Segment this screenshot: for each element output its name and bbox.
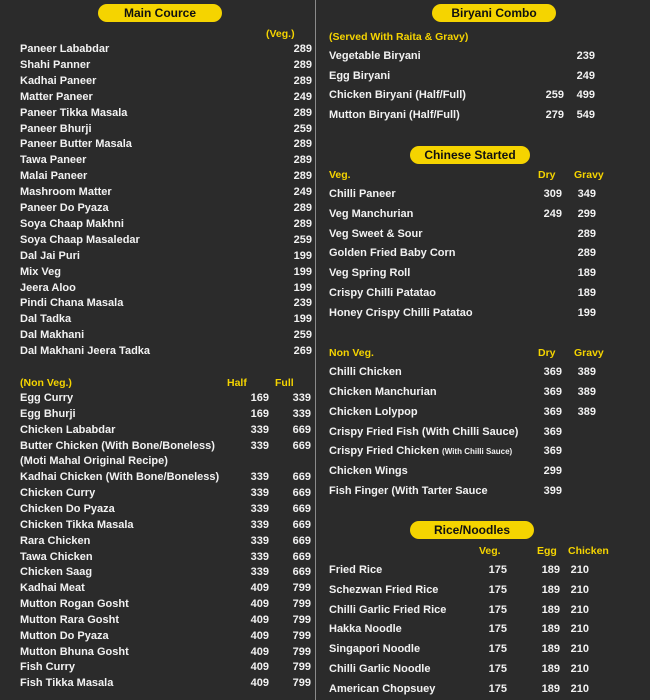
chinese-nonveg-item xyxy=(329,404,629,420)
veg-item xyxy=(20,200,310,216)
item-price-veg: 175 xyxy=(488,564,507,576)
nonveg-item xyxy=(20,659,310,675)
item-price-full: 799 xyxy=(292,582,311,595)
nonveg-item xyxy=(20,549,310,565)
item-price-gravy: 189 xyxy=(577,287,596,299)
biryani-title: Biryani Combo xyxy=(432,4,556,22)
item-name: Matter Paneer xyxy=(20,90,93,103)
veg-item xyxy=(20,168,310,184)
biryani-item xyxy=(329,87,629,103)
veg-item xyxy=(20,121,310,137)
nonveg-item xyxy=(20,438,310,454)
item-name: Jeera Aloo xyxy=(20,281,76,294)
item-price-full: 669 xyxy=(292,487,311,500)
chinese-veg-item xyxy=(329,245,629,261)
main-course-title: Main Cource xyxy=(98,4,222,22)
item-price-half: 409 xyxy=(250,629,269,642)
item-name: Rara Chicken xyxy=(20,534,91,547)
nonveg-item xyxy=(20,469,310,485)
item-name: Egg Curry xyxy=(20,392,74,404)
veg-item xyxy=(20,152,310,168)
nonveg-item xyxy=(20,675,310,691)
chinese-veg-item xyxy=(329,226,629,242)
biryani-item xyxy=(329,48,629,64)
item-name: Veg Sweet & Sour xyxy=(329,227,423,240)
chinese-nonveg-item xyxy=(329,364,629,380)
item-price-veg: 175 xyxy=(488,663,507,675)
chinese-veg-item xyxy=(329,186,629,202)
item-price-gravy: 389 xyxy=(577,366,596,378)
item-price-full: 669 xyxy=(292,439,311,452)
item-name: Chilli Garlic Noodle xyxy=(329,663,431,675)
veg-item xyxy=(20,295,310,311)
item-name: Fish Finger (With Tarter Sauce xyxy=(329,485,488,498)
chinese-nonveg-gravy-label: Gravy xyxy=(574,347,604,359)
veg-header: (Veg.) xyxy=(266,28,295,40)
item-price-chicken: 210 xyxy=(570,623,589,636)
item-price-gravy: 389 xyxy=(577,385,596,398)
item-name: Shahi Panner xyxy=(20,58,91,71)
item-price-half: 169 xyxy=(250,392,269,404)
item-price-veg: 175 xyxy=(488,583,507,596)
item-name: Chicken Lolypop xyxy=(329,405,418,418)
rice-item xyxy=(329,661,629,677)
chinese-nonveg-item xyxy=(329,443,629,459)
item-name: Chicken Saag xyxy=(20,566,93,579)
item-name: Fish Curry xyxy=(20,661,76,674)
item-name: Fish Tikka Masala xyxy=(20,677,114,690)
item-price-half: 339 xyxy=(250,423,269,436)
item-price-price: 199 xyxy=(293,265,312,278)
chinese-nonveg-item xyxy=(329,424,629,440)
item-price-price: 259 xyxy=(293,233,312,246)
item-name: Soya Chaap Masaledar xyxy=(20,233,140,246)
item-name: Chicken Biryani (Half/Full) xyxy=(329,89,466,102)
item-name: Mix Veg xyxy=(20,265,61,278)
rice-item xyxy=(329,582,629,598)
item-name: Egg Biryani xyxy=(329,69,391,82)
item-price-price: 289 xyxy=(293,154,312,167)
item-price-dry: 299 xyxy=(543,465,562,478)
rice-item xyxy=(329,681,629,697)
item-price-price: 249 xyxy=(293,186,312,199)
item-price-half: 409 xyxy=(250,613,269,626)
item-price-chicken: 210 xyxy=(570,564,589,576)
item-price-full: 249 xyxy=(576,69,595,82)
item-price-full: 669 xyxy=(292,423,311,436)
item-name: Dal Tadka xyxy=(20,313,72,326)
item-name: Mutton Do Pyaza xyxy=(20,629,109,642)
item-name: Soya Chaap Makhni xyxy=(20,217,124,230)
item-price-chicken: 210 xyxy=(570,663,589,675)
item-name: Chilli Chicken xyxy=(329,366,402,378)
item-name: Veg Spring Roll xyxy=(329,267,411,280)
item-price-half: 339 xyxy=(250,518,269,531)
item-price-full: 549 xyxy=(576,109,595,122)
item-price-full: 799 xyxy=(292,598,311,611)
item-name: Dal Makhani Jeera Tadka xyxy=(20,345,151,358)
item-price-half: 169 xyxy=(250,407,269,420)
chinese-veg-item xyxy=(329,305,629,321)
item-name: Crispy Fried Chicken (With Chilli Sauce) xyxy=(329,445,513,458)
item-price-price: 199 xyxy=(293,281,312,294)
veg-item xyxy=(20,327,310,343)
rice-chicken-label: Chicken xyxy=(568,545,609,557)
item-name: Paneer Lababdar xyxy=(20,43,110,55)
item-note: (With Chilli Sauce) xyxy=(442,447,513,457)
item-price-full: 799 xyxy=(292,645,311,658)
item-name: Mutton Biryani (Half/Full) xyxy=(329,109,460,122)
chinese-veg-item xyxy=(329,285,629,301)
item-price-gravy: 299 xyxy=(577,207,596,220)
item-price-dry: 369 xyxy=(543,385,562,398)
item-name: Mutton Rara Gosht xyxy=(20,613,119,626)
item-name: Tawa Paneer xyxy=(20,154,87,167)
nonveg-item xyxy=(20,644,310,660)
chinese-nonveg-item xyxy=(329,463,629,479)
rice-item xyxy=(329,641,629,657)
item-price-half: 339 xyxy=(250,566,269,579)
item-name: Kadhai Meat xyxy=(20,582,85,595)
item-price-half: 409 xyxy=(250,645,269,658)
item-price-veg: 175 xyxy=(488,682,507,695)
item-name: American Chopsuey xyxy=(329,682,436,695)
item-name: Paneer Tikka Masala xyxy=(20,106,128,119)
item-price-price: 289 xyxy=(293,217,312,230)
veg-item xyxy=(20,264,310,280)
item-price-gravy: 289 xyxy=(577,227,596,240)
item-price-egg: 189 xyxy=(541,643,560,656)
item-price-price: 239 xyxy=(293,297,312,310)
item-price-half: 259 xyxy=(545,89,564,102)
item-price-half: 339 xyxy=(250,487,269,500)
item-price-price: 249 xyxy=(293,90,312,103)
item-price-full: 669 xyxy=(292,550,311,563)
nonveg-item xyxy=(20,406,310,422)
chinese-nonveg-item xyxy=(329,384,629,400)
item-name: Chicken Do Pyaza xyxy=(20,502,115,515)
item-name: Chicken Tikka Masala xyxy=(20,518,134,531)
item-price-full: 669 xyxy=(292,534,311,547)
item-price-full: 669 xyxy=(292,518,311,531)
rice-title: Rice/Noodles xyxy=(410,521,534,539)
item-price-price: 199 xyxy=(293,313,312,326)
rice-item xyxy=(329,562,629,578)
item-price-egg: 189 xyxy=(541,564,560,576)
rice-egg-label: Egg xyxy=(537,545,557,557)
biryani-item xyxy=(329,68,629,84)
nonveg-item xyxy=(20,517,310,533)
item-price-half: 279 xyxy=(545,109,564,122)
veg-item xyxy=(20,41,310,57)
nonveg-item xyxy=(20,390,310,406)
item-name: Vegetable Biryani xyxy=(329,50,421,62)
item-price-dry: 369 xyxy=(543,366,562,378)
nonveg-item xyxy=(20,628,310,644)
item-price-half: 339 xyxy=(250,534,269,547)
item-price-egg: 189 xyxy=(541,663,560,675)
item-name: Paneer Bhurji xyxy=(20,122,92,135)
item-price-dry: 369 xyxy=(543,405,562,418)
veg-item xyxy=(20,343,310,359)
item-price-full: 339 xyxy=(292,392,311,404)
half-label: Half xyxy=(227,377,247,389)
nonveg-item xyxy=(20,580,310,596)
item-price-gravy: 189 xyxy=(577,267,596,280)
item-price-egg: 189 xyxy=(541,583,560,596)
veg-item xyxy=(20,311,310,327)
item-price-dry: 369 xyxy=(543,445,562,458)
item-price-full: 239 xyxy=(576,50,595,62)
item-name: Pindi Chana Masala xyxy=(20,297,124,310)
item-price-half: 339 xyxy=(250,550,269,563)
item-name: Chicken Wings xyxy=(329,465,408,478)
item-price-price: 269 xyxy=(293,345,312,358)
item-price-egg: 189 xyxy=(541,682,560,695)
nonveg-item xyxy=(20,596,310,612)
item-name: Malai Paneer xyxy=(20,170,88,183)
item-price-half: 339 xyxy=(250,439,269,452)
item-price-dry: 249 xyxy=(543,207,562,220)
item-price-gravy: 199 xyxy=(577,306,596,319)
chinese-gravy-label: Gravy xyxy=(574,169,604,181)
rice-item xyxy=(329,602,629,618)
chinese-title: Chinese Started xyxy=(410,146,530,164)
item-price-half: 409 xyxy=(250,582,269,595)
item-price-half: 409 xyxy=(250,677,269,690)
nonveg-item xyxy=(20,485,310,501)
item-price-half: 339 xyxy=(250,471,269,484)
item-price-veg: 175 xyxy=(488,603,507,616)
chinese-nonveg-item xyxy=(329,483,629,499)
item-price-price: 289 xyxy=(293,202,312,214)
item-price-full: 799 xyxy=(292,629,311,642)
item-name: Chicken Lababdar xyxy=(20,423,116,436)
item-name: Mutton Rogan Gosht xyxy=(20,598,129,611)
item-name: Paneer Do Pyaza xyxy=(20,202,109,214)
item-price-price: 289 xyxy=(293,138,312,151)
item-price-full: 339 xyxy=(292,407,311,420)
veg-item xyxy=(20,232,310,248)
nonveg-item xyxy=(20,564,310,580)
item-price-dry: 369 xyxy=(543,425,562,438)
item-price-egg: 189 xyxy=(541,623,560,636)
item-price-price: 289 xyxy=(293,106,312,119)
item-name: (Moti Mahal Original Recipe) xyxy=(20,455,168,468)
item-price-half: 409 xyxy=(250,661,269,674)
nonveg-item xyxy=(20,533,310,549)
item-price-full: 799 xyxy=(292,613,311,626)
item-name: Fried Rice xyxy=(329,564,383,576)
veg-item xyxy=(20,248,310,264)
item-name: Dal Jai Puri xyxy=(20,249,80,262)
item-price-price: 259 xyxy=(293,329,312,342)
nonveg-item xyxy=(20,612,310,628)
item-name: Chilli Garlic Fried Rice xyxy=(329,603,447,616)
nonveg-item xyxy=(20,453,310,469)
full-label: Full xyxy=(275,377,294,389)
item-name: Chilli Paneer xyxy=(329,188,396,200)
item-price-dry: 309 xyxy=(543,188,562,200)
veg-item xyxy=(20,89,310,105)
item-name: Schezwan Fried Rice xyxy=(329,583,439,596)
item-name: Tawa Chicken xyxy=(20,550,93,563)
item-price-price: 289 xyxy=(293,43,312,55)
column-divider xyxy=(315,0,316,700)
veg-item xyxy=(20,280,310,296)
item-price-price: 289 xyxy=(293,170,312,183)
item-price-chicken: 210 xyxy=(570,682,589,695)
item-price-veg: 175 xyxy=(488,643,507,656)
item-name: Crispy Chilli Patatao xyxy=(329,287,436,299)
item-name: Crispy Fried Fish (With Chilli Sauce) xyxy=(329,425,519,438)
item-price-half: 339 xyxy=(250,502,269,515)
rice-veg-label: Veg. xyxy=(479,545,501,557)
chinese-veg-item xyxy=(329,206,629,222)
item-name: Dal Makhani xyxy=(20,329,85,342)
item-name: Honey Crispy Chilli Patatao xyxy=(329,306,473,319)
rice-item xyxy=(329,621,629,637)
veg-item xyxy=(20,216,310,232)
item-price-full: 669 xyxy=(292,502,311,515)
item-price-chicken: 210 xyxy=(570,643,589,656)
item-name: Kadhai Chicken (With Bone/Boneless) xyxy=(20,471,220,484)
item-name: Hakka Noodle xyxy=(329,623,402,636)
item-name: Chicken Curry xyxy=(20,487,96,500)
veg-item xyxy=(20,73,310,89)
chinese-nonveg-header: Non Veg. xyxy=(329,347,374,359)
item-price-gravy: 389 xyxy=(577,405,596,418)
veg-item xyxy=(20,136,310,152)
biryani-item xyxy=(329,107,629,123)
item-name: Chicken Manchurian xyxy=(329,385,437,398)
chinese-nonveg-dry-label: Dry xyxy=(538,347,556,359)
veg-item xyxy=(20,184,310,200)
item-name: Veg Manchurian xyxy=(329,207,414,220)
item-price-full: 669 xyxy=(292,566,311,579)
item-price-price: 259 xyxy=(293,122,312,135)
nonveg-item xyxy=(20,501,310,517)
nonveg-header: (Non Veg.) xyxy=(20,377,72,389)
item-price-egg: 189 xyxy=(541,603,560,616)
veg-item xyxy=(20,57,310,73)
chinese-veg-header: Veg. xyxy=(329,169,351,181)
item-price-price: 289 xyxy=(293,58,312,71)
veg-item xyxy=(20,105,310,121)
item-name: Golden Fried Baby Corn xyxy=(329,247,456,260)
chinese-veg-item xyxy=(329,265,629,281)
item-price-gravy: 289 xyxy=(577,247,596,260)
item-price-full: 799 xyxy=(292,677,311,690)
item-price-price: 289 xyxy=(293,74,312,87)
item-name: Mashroom Matter xyxy=(20,186,112,199)
item-name: Butter Chicken (With Bone/Boneless) xyxy=(20,439,215,452)
item-price-veg: 175 xyxy=(488,623,507,636)
item-name: Paneer Butter Masala xyxy=(20,138,132,151)
item-name: Mutton Bhuna Gosht xyxy=(20,645,129,658)
item-name: Singapori Noodle xyxy=(329,643,421,656)
biryani-note: (Served With Raita & Gravy) xyxy=(329,31,469,43)
item-price-chicken: 210 xyxy=(570,583,589,596)
item-price-half: 409 xyxy=(250,598,269,611)
item-price-gravy: 349 xyxy=(577,188,596,200)
item-price-full: 669 xyxy=(292,471,311,484)
item-name: Kadhai Paneer xyxy=(20,74,97,87)
item-name: Egg Bhurji xyxy=(20,407,76,420)
item-price-full: 799 xyxy=(292,661,311,674)
item-price-price: 199 xyxy=(293,249,312,262)
nonveg-item xyxy=(20,422,310,438)
item-price-full: 499 xyxy=(576,89,595,102)
item-price-dry: 399 xyxy=(543,485,562,498)
item-price-chicken: 210 xyxy=(570,603,589,616)
chinese-dry-label: Dry xyxy=(538,169,556,181)
